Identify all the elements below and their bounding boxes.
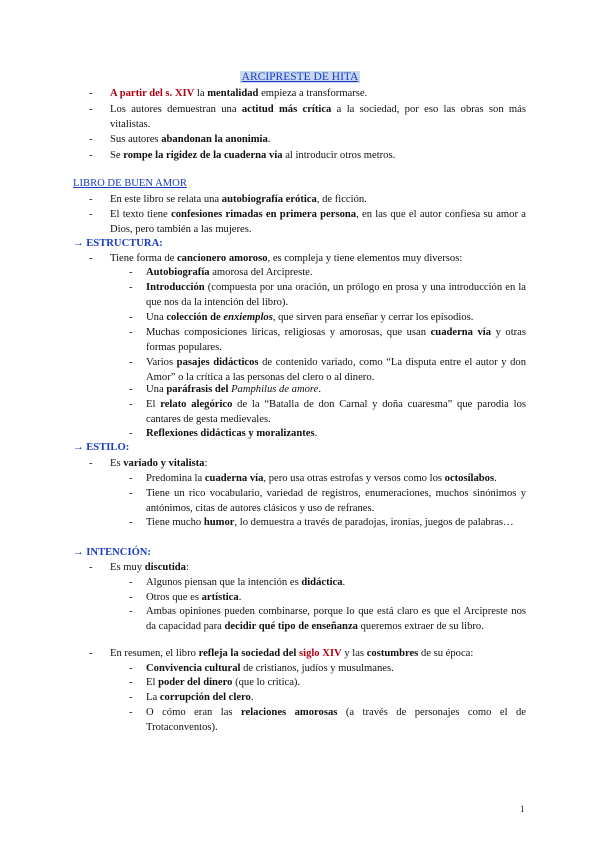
- bullet-dash: -: [129, 312, 133, 323]
- intencion-sub-1: - Algunos piensan que la intención es didáctica.: [129, 577, 346, 588]
- estructura-sub-7: - El relato alegórico de la “Batalla de don Carnal y doña cuaresma” que parodia los cantares de gesta medievales.: [129, 399, 526, 425]
- estructura-sub-5: - Varios pasajes didácticos de contenido variado, como “La disputa entre el autor y don Amor” o la crítica a las personas del clero o al dinero.: [129, 357, 527, 383]
- bullet-dash: -: [129, 282, 133, 293]
- intencion-sub-3: - Ambas opiniones pueden combinarse, porque lo que está claro es que el Arcipreste nos da capacidad para decidir qué tipo de enseñanza queremos extraer de su libro.: [129, 606, 526, 632]
- resumen-sub-2: - El poder del dinero (que lo critica).: [129, 677, 301, 688]
- bullet-dash: -: [129, 677, 133, 688]
- resumen-item-1: - En resumen, el libro refleja la sociedad del siglo XIV y las costumbres de su época:: [89, 648, 474, 659]
- bullet-dash: -: [129, 592, 133, 603]
- estructura-sub-6: - Una paráfrasis del Pamphilus de amore.: [129, 384, 322, 395]
- section-heading-intencion: → INTENCIÓN:: [73, 547, 151, 558]
- estructura-item-1: - Tiene forma de cancionero amoroso, es compleja y tiene elementos muy diversos:: [89, 253, 463, 264]
- estilo-sub-1: - Predomina la cuaderna vía, pero usa otras estrofas y versos como los octosílabos.: [129, 473, 497, 484]
- libro-item-1: - En este libro se relata una autobiografía erótica, de ficción.: [89, 194, 367, 205]
- bullet-dash: -: [129, 357, 133, 368]
- bullet-dash: -: [129, 327, 133, 338]
- bullet-dash: -: [89, 209, 93, 220]
- section-heading-estilo: → ESTILO:: [73, 442, 130, 453]
- libro-item-2: - El texto tiene confesiones rimadas en primera persona, en las que el autor confiesa su amor a Dios, pero también a las mujeres.: [89, 209, 526, 235]
- estructura-sub-8: - Reflexiones didácticas y moralizantes.: [129, 428, 318, 439]
- bullet-dash: -: [89, 88, 93, 99]
- bullet-dash: -: [89, 562, 93, 573]
- resumen-sub-4: - O cómo eran las relaciones amorosas (a través de personajes como el de Trotaconventos).: [129, 707, 526, 733]
- bullet-dash: -: [129, 428, 133, 439]
- section-heading-libro: LIBRO DE BUEN AMOR: [73, 178, 187, 189]
- intro-item-2: - Los autores demuestran una actitud más crítica a la sociedad, por eso las obras son más vitalistas.: [89, 104, 527, 130]
- intencion-item-1: - Es muy discutida:: [89, 562, 189, 573]
- bullet-dash: -: [129, 473, 133, 484]
- intro-item-3: - Sus autores abandonan la anonimia.: [89, 134, 271, 145]
- bullet-dash: -: [89, 104, 93, 115]
- page-title: ARCIPRESTE DE HITA: [241, 71, 359, 83]
- estilo-item-1: - Es variado y vitalista:: [89, 458, 208, 469]
- bullet-dash: -: [129, 577, 133, 588]
- bullet-dash: -: [129, 707, 133, 718]
- bullet-dash: -: [129, 663, 133, 674]
- bullet-dash: -: [129, 488, 133, 499]
- bullet-dash: -: [89, 150, 93, 161]
- estructura-sub-1: - Autobiografía amorosa del Arcipreste.: [129, 267, 313, 278]
- intro-item-1: - A partir del s. XIV la mentalidad empieza a transformarse.: [89, 88, 368, 99]
- estilo-sub-2: - Tiene un rico vocabulario, variedad de registros, enumeraciones, muchos sinónimos y antónimos, citas de autores clásicos y uso de refranes.: [129, 488, 526, 514]
- page-number: 1: [520, 804, 525, 814]
- bullet-dash: -: [89, 648, 93, 659]
- bullet-dash: -: [89, 458, 93, 469]
- bullet-dash: -: [129, 384, 133, 395]
- resumen-sub-3: - La corrupción del clero.: [129, 692, 254, 703]
- estructura-sub-4: - Muchas composiciones líricas, religiosas y amorosas, que usan cuaderna vía y otras formas populares.: [129, 327, 527, 353]
- bullet-dash: -: [129, 399, 133, 410]
- bullet-dash: -: [129, 267, 133, 278]
- intro-item-4: - Se rompe la rigidez de la cuaderna vía al introducir otros metros.: [89, 150, 396, 161]
- bullet-dash: -: [129, 517, 133, 528]
- estilo-sub-3: - Tiene mucho humor, lo demuestra a través de paradojas, ironías, juegos de palabras…: [129, 517, 514, 528]
- bullet-dash: -: [129, 606, 133, 617]
- estructura-sub-3: - Una colección de enxiemplos, que sirven para enseñar y cerrar los episodios.: [129, 312, 474, 323]
- section-heading-estructura: → ESTRUCTURA:: [73, 238, 163, 249]
- resumen-sub-1: - Convivencia cultural de cristianos, judíos y musulmanes.: [129, 663, 394, 674]
- estructura-sub-2: - Introducción (compuesta por una oración, un prólogo en prosa y una introducción en la que nos da la intención del libro).: [129, 282, 526, 308]
- bullet-dash: -: [89, 134, 93, 145]
- bullet-dash: -: [89, 194, 93, 205]
- bullet-dash: -: [129, 692, 133, 703]
- intencion-sub-2: - Otros que es artística.: [129, 592, 242, 603]
- bullet-dash: -: [89, 253, 93, 264]
